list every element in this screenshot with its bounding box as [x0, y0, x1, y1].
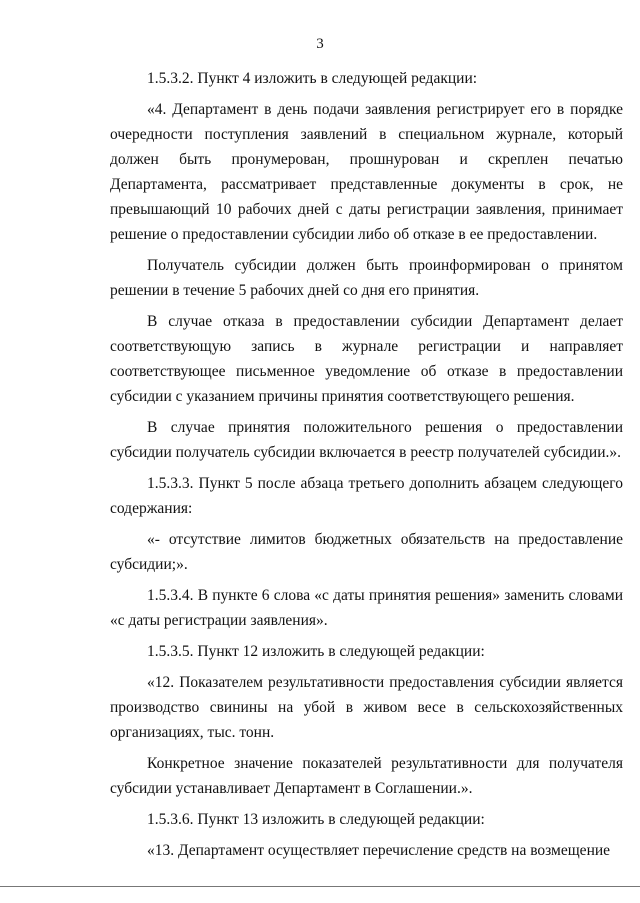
- paragraph-item-12: «12. Показателем результативности предоставления субсидии является производство свинины на убой в живом весе в сельскохозяйственных организациях, тыс. тонн.: [110, 674, 623, 741]
- paragraph-1-5-3-3: 1.5.3.3. Пункт 5 после абзаца третьего дополнить абзацем следующего содержания:: [110, 475, 623, 517]
- paragraph-1-5-3-2: 1.5.3.2. Пункт 4 изложить в следующей редакции:: [147, 70, 478, 87]
- paragraph-notification: Получатель субсидии должен быть проинформирован о принятом решении в течение 5 рабочих дней со дня его принятия.: [110, 257, 623, 299]
- paragraph-1-5-3-5: 1.5.3.5. Пункт 12 изложить в следующей редакции:: [147, 643, 485, 660]
- paragraph-positive-decision: В случае принятия положительного решения о предоставлении субсидии получатель субсидии включается в реестр получателей субсидии.».: [110, 419, 623, 461]
- paragraph-agreement: Конкретное значение показателей результативности для получателя субсидии устанавливает Департамент в Соглашении.».: [110, 755, 623, 797]
- document-body: [110, 66, 623, 869]
- paragraph-1-5-3-6: 1.5.3.6. Пункт 13 изложить в следующей редакции:: [147, 811, 485, 828]
- paragraph-limits: «- отсутствие лимитов бюджетных обязательств на предоставление субсидии;».: [110, 531, 623, 573]
- paragraph-1-5-3-4: 1.5.3.4. В пункте 6 слова «с даты принятия решения» заменить словами «с даты регистрации заявления».: [110, 587, 623, 629]
- bottom-rule: [0, 886, 640, 887]
- paragraph-item-13: «13. Департамент осуществляет перечисление средств на возмещение: [147, 842, 611, 859]
- paragraph-refusal: В случае отказа в предоставлении субсидии Департамент делает соответствующую запись в журнале регистрации и направляет соответствующее письменное уведомление об отказе в предоставлении субсидии с указанием причины принятия соответствующего решения.: [110, 313, 623, 405]
- paragraph-item-4: «4. Департамент в день подачи заявления регистрирует его в порядке очередности поступления заявлений в специальном журнале, который должен быть пронумерован, прошнурован и скреплен печатью Департамента, рассматривает представленные документы в срок, не превышающий 10 рабочих дней с даты регистрации заявления, принимает решение о предоставлении субсидии либо об отказе в ее предоставлении.: [110, 101, 623, 243]
- page-number: 3: [316, 36, 324, 52]
